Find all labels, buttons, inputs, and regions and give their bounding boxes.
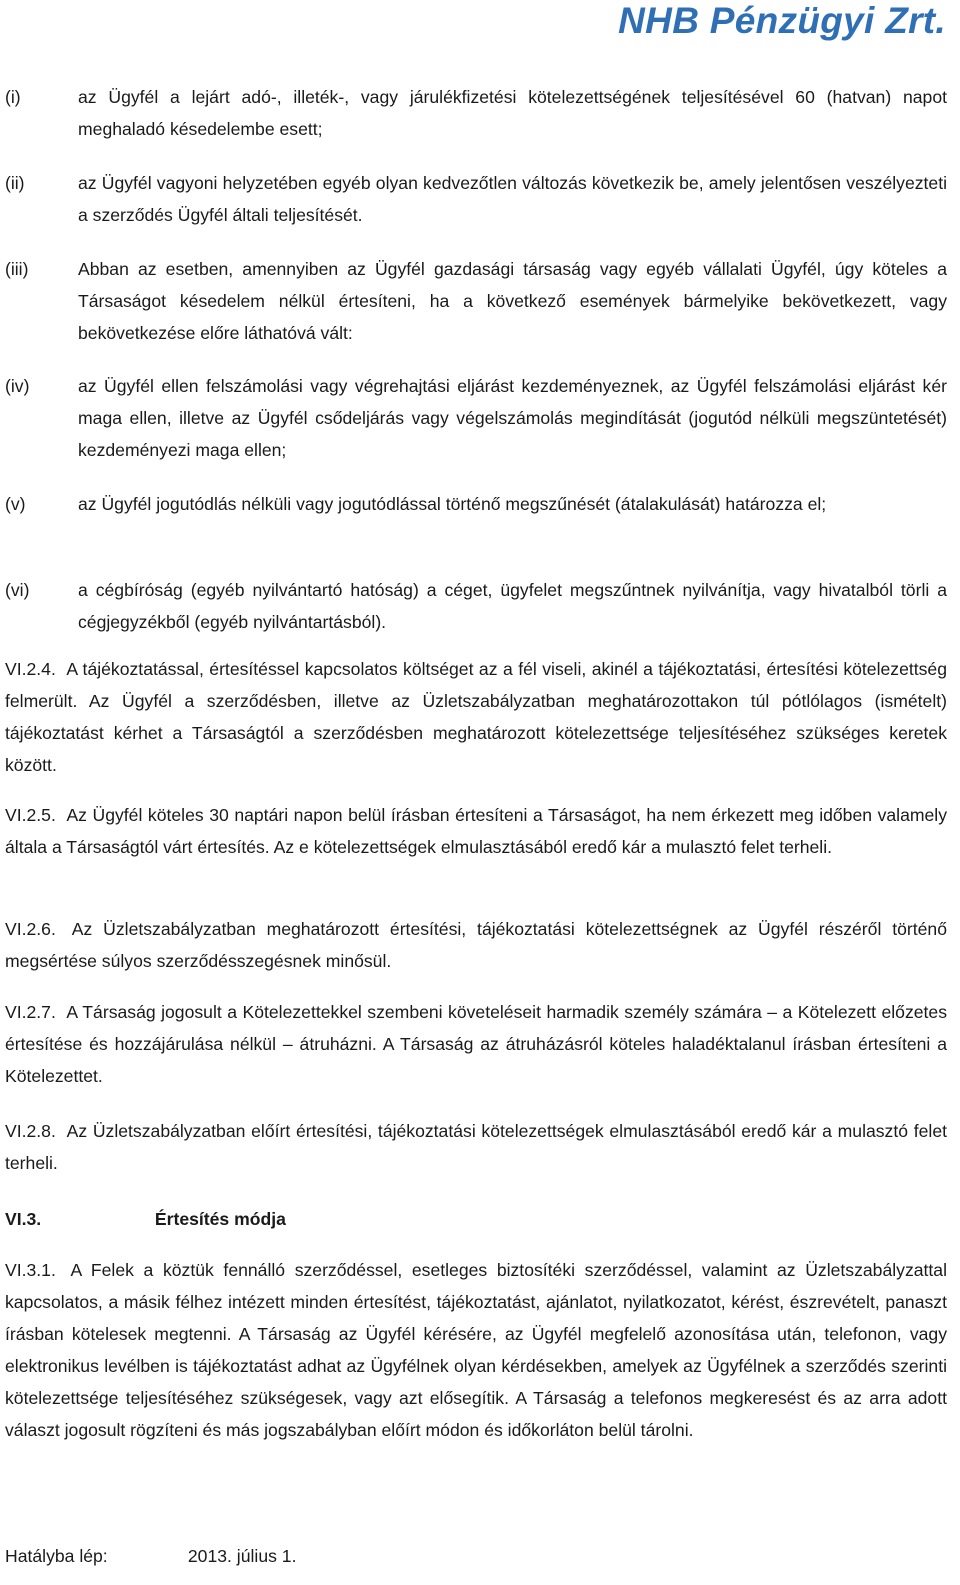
list-marker: (v)	[5, 494, 26, 514]
list-item-text: az Ügyfél vagyoni helyzetében egyéb olyan kedvezőtlen változás következik be, amely jelentősen veszélyezteti a szerződés Ügyfél általi teljesítését.	[78, 173, 947, 225]
condition-list	[5, 81, 947, 644]
company-brand: NHB Pénzügyi Zrt.	[618, 0, 946, 41]
list-item-text: az Ügyfél ellen felszámolási vagy végrehajtási eljárást kezdeményeznek, az Ügyfél felszámolási eljárást kér maga ellen, illetve az Ügyfél csődeljárás vagy végelszámolás megindítását (jogutód nélküli megszüntetését) kezdeményezi maga ellen;	[78, 376, 947, 460]
effective-date	[5, 1540, 296, 1572]
paragraph-number: VI.2.4.	[5, 659, 56, 679]
list-item-text: a cégbíróság (egyéb nyilvántartó hatóság) a céget, ügyfelet megszűntnek nyilvánítja, vagy hivatalból törli a cégjegyzékből (egyéb nyilvántartásból).	[78, 580, 947, 632]
paragraph-number: VI.2.5.	[5, 805, 56, 825]
list-marker: (ii)	[5, 173, 25, 193]
list-item	[5, 370, 947, 488]
paragraph-text: Az Üzletszabályzatban előírt értesítési, tájékoztatási kötelezettségek elmulasztásából eredő kár a mulasztó felet terheli.	[5, 1121, 947, 1173]
paragraph-vi-2-6	[5, 913, 947, 977]
paragraph-text: Az Üzletszabályzatban meghatározott értesítési, tájékoztatási kötelezettségnek az Ügyfél részéről történő megsértése súlyos szerződésszegésnek minősül.	[5, 919, 948, 971]
effective-date-value: 2013. július 1.	[187, 1546, 297, 1566]
list-marker: (vi)	[5, 580, 30, 600]
paragraph-text: A Társaság jogosult a Kötelezettekkel szembeni követeléseit harmadik személy számára – a Kötelezett előzetes értesítése és hozzájárulása nélkül – átruházni. A Társaság az átruházásról köteles haladéktalanul írásban értesíteni a Kötelezettet.	[5, 1002, 947, 1086]
effective-date-label: Hatályba lép:	[5, 1546, 108, 1566]
list-item-text: az Ügyfél jogutódlás nélküli vagy jogutódlással történő megszűnését (átalakulását) határozza el;	[78, 494, 827, 514]
list-item	[5, 81, 947, 167]
list-marker: (iv)	[5, 376, 30, 396]
paragraph-text: A tájékoztatással, értesítéssel kapcsolatos költséget az a fél viseli, akinél a tájékoztatási, értesítési kötelezettség felmerült. Az Ügyfél a szerződésben, illetve az Üzletszabályzatban meghatározottakon túl pótlólagos (ismételt) tájékoztatást kérhet a Társaságtól a szerződésben meghatározott kötelezettsége teljesítéséhez szükséges keretek között.	[5, 659, 947, 775]
paragraph-vi-2-4	[5, 653, 947, 781]
paragraph-number: VI.2.7.	[5, 1002, 56, 1022]
paragraph-vi-3-1	[5, 1254, 947, 1446]
paragraph-number: VI.2.8.	[5, 1121, 56, 1141]
list-marker: (iii)	[5, 259, 29, 279]
list-item	[5, 167, 947, 253]
list-marker: (i)	[5, 87, 21, 107]
paragraph-text: Az Ügyfél köteles 30 naptári napon belül írásban értesíteni a Társaságot, ha nem érkezett meg időben valamely általa a Társaságtól várt értesítés. Az e kötelezettségek elmulasztásából eredő kár a mulasztó felet terheli.	[5, 805, 947, 857]
section-number: VI.3.	[5, 1209, 42, 1229]
list-item	[5, 488, 947, 574]
list-item	[5, 574, 947, 644]
paragraph-vi-2-5	[5, 799, 947, 863]
paragraph-vi-2-8	[5, 1115, 947, 1179]
paragraph-vi-2-7	[5, 996, 947, 1092]
list-item	[5, 253, 947, 370]
list-item-text: az Ügyfél a lejárt adó-, illeték-, vagy járulékfizetési kötelezettségének teljesítésével 60 (hatvan) napot meghaladó késedelembe esett;	[78, 87, 947, 139]
paragraph-text: A Felek a köztük fennálló szerződéssel, esetleges biztosítéki szerződéssel, valamint az Üzletszabályzattal kapcsolatos, a másik félhez intézett minden értesítést, tájékoztatást, ajánlatot, nyilatkozatot, kérést, észrevételt, panaszt írásban kötelesek megtenni. A Társaság az Ügyfél kérésére, az Ügyfél megfelelő azonosítása után, telefonon, vagy elektronikus levélben is tájékoztatást adhat az Ügyfélnek olyan kérdésekben, amelyek az Ügyfélnek a szerződés szerinti kötelezettsége teljesítéséhez szükségesek, vagy azt elősegítik. A Társaság a telefonos megkeresést és az arra adott választ jogosult rögzíteni és más jogszabályban előírt módon és időkorláton belül tárolni.	[5, 1260, 947, 1440]
paragraph-number: VI.3.1.	[5, 1260, 56, 1280]
paragraph-number: VI.2.6.	[5, 919, 56, 939]
list-item-text: Abban az esetben, amennyiben az Ügyfél gazdasági társaság vagy egyéb vállalati Ügyfél, úgy köteles a Társaságot késedelem nélkül értesíteni, ha a következő események bármelyike bekövetkezett, vagy bekövetkezése előre láthatóvá vált:	[78, 259, 947, 343]
section-heading	[5, 1203, 286, 1235]
section-title: Értesítés módja	[154, 1209, 286, 1229]
